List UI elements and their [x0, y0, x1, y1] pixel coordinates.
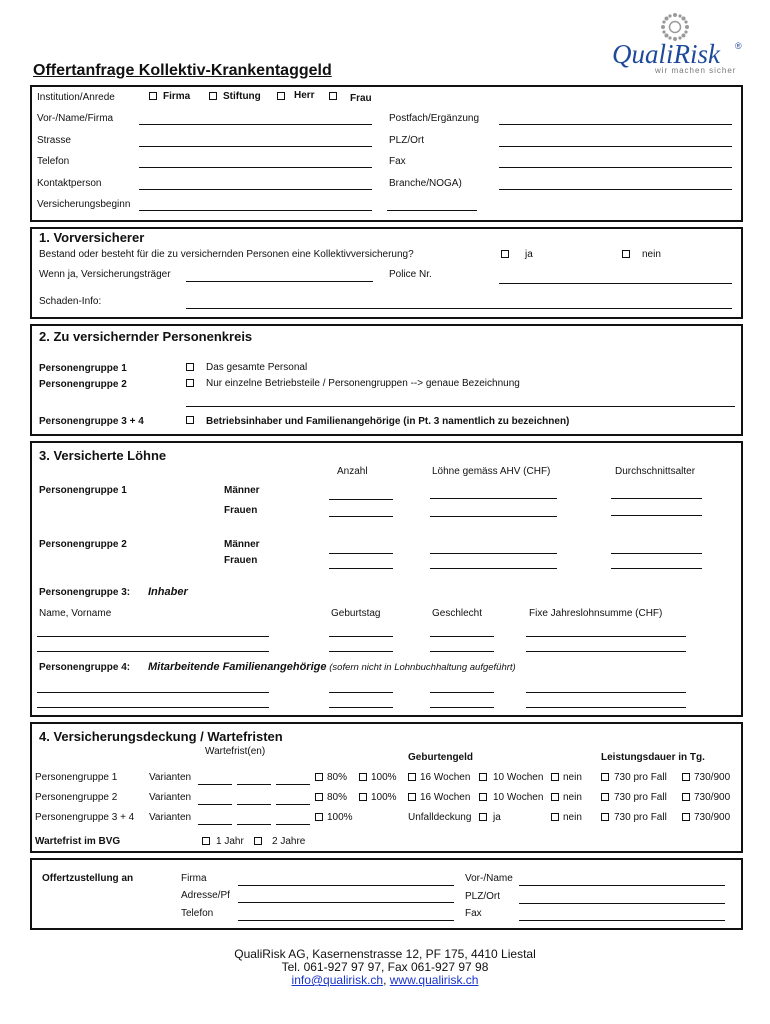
pg3-geburtstag-field-2[interactable]: [329, 651, 393, 652]
police-label: Police Nr.: [389, 269, 432, 280]
firma-checkbox[interactable]: [149, 92, 157, 100]
s3-pg1-frauen: Frauen: [224, 505, 258, 516]
col-wartefrist: Wartefrist(en): [205, 746, 266, 757]
bvg-label: Wartefrist im BVG: [35, 836, 121, 847]
row1-80-checkbox[interactable]: [315, 773, 323, 781]
pg3-lohnsumme-field[interactable]: [526, 636, 686, 637]
col-loehne: Löhne gemäss AHV (CHF): [432, 466, 551, 477]
row1-wartefrist-2[interactable]: [237, 784, 271, 785]
stiftung-label: Stiftung: [223, 91, 261, 102]
col-leistung: Leistungsdauer in Tg.: [601, 752, 705, 763]
row2-nein-label: nein: [563, 792, 582, 803]
col-alter: Durchschnittsalter: [615, 466, 696, 477]
pg2-frauen-anzahl[interactable]: [329, 568, 393, 569]
row1-16w-checkbox[interactable]: [408, 773, 416, 781]
s3-pg3-label: Personengruppe 3:: [39, 587, 131, 598]
pg3-geburtstag-field[interactable]: [329, 636, 393, 637]
pg2-maenner-anzahl[interactable]: [329, 553, 393, 554]
row2-730900-label: 730/900: [694, 792, 731, 803]
row1-100-checkbox[interactable]: [359, 773, 367, 781]
pg3-name-field-2[interactable]: [37, 651, 269, 652]
row2-wartefrist-1[interactable]: [198, 804, 232, 805]
delivery-fax-field[interactable]: [519, 920, 725, 921]
logo-registered: ®: [735, 41, 742, 51]
s2-pg2-description-field[interactable]: [186, 406, 735, 407]
col-geschlecht: Geschlecht: [432, 608, 483, 619]
beginn-label: Versicherungsbeginn: [37, 199, 131, 210]
delivery-label: Offertzustellung an: [42, 873, 134, 884]
pg4-lohnsumme-field-2[interactable]: [526, 707, 686, 708]
delivery-plz-label: PLZ/Ort: [465, 891, 501, 902]
logo-slogan: wir machen sicher: [655, 66, 737, 75]
s3-pg2-frauen: Frauen: [224, 555, 258, 566]
row3-730-label: 730 pro Fall: [614, 812, 667, 823]
delivery-name-label: Vor-/Name: [465, 873, 513, 884]
page-title: Offertanfrage Kollektiv-Krankentaggeld: [33, 62, 332, 79]
police-field[interactable]: [499, 283, 732, 284]
section-2-title: 2. Zu versichernder Personenkreis: [39, 329, 253, 344]
row1-10w-label: 10 Wochen: [493, 772, 544, 783]
pg4-name-field-2[interactable]: [37, 707, 269, 708]
row1-730-checkbox[interactable]: [601, 773, 609, 781]
row3-wartefrist-2[interactable]: [237, 824, 271, 825]
s4-row-3-varianten: Varianten: [149, 812, 192, 823]
row1-10w-checkbox[interactable]: [479, 773, 487, 781]
pg1-maenner-alter[interactable]: [611, 498, 702, 499]
name-label: Vor-/Name/Firma: [37, 113, 114, 124]
fax-field[interactable]: [499, 167, 732, 168]
row2-10w-label: 10 Wochen: [493, 792, 544, 803]
contact-box: [30, 85, 743, 222]
telefon-field[interactable]: [139, 167, 372, 168]
row1-nein-checkbox[interactable]: [551, 773, 559, 781]
branche-field[interactable]: [499, 189, 732, 190]
row2-100-label: 100%: [371, 792, 397, 803]
vorversicherung-question: Bestand oder besteht für die zu versichernden Personen eine Kollektivversicherung?: [39, 249, 414, 260]
bvg-1-checkbox[interactable]: [202, 837, 210, 845]
row2-730-label: 730 pro Fall: [614, 792, 667, 803]
institution-label: Institution/Anrede: [37, 92, 115, 103]
row3-730900-label: 730/900: [694, 812, 731, 823]
firma-label: Firma: [163, 91, 191, 102]
footer-web-link[interactable]: www.qualirisk.ch: [389, 973, 479, 987]
footer-separator: ,: [383, 973, 390, 987]
row2-80-checkbox[interactable]: [315, 793, 323, 801]
row2-730-checkbox[interactable]: [601, 793, 609, 801]
kontakt-field[interactable]: [139, 189, 372, 190]
section-4-title: 4. Versicherungsdeckung / Wartefristen: [39, 729, 283, 744]
s4-row-1-varianten: Varianten: [149, 772, 192, 783]
pg3-lohnsumme-field-2[interactable]: [526, 651, 686, 652]
plz-label: PLZ/Ort: [389, 135, 425, 146]
s3-pg2-label: Personengruppe 2: [39, 539, 127, 550]
row3-unfall-label: Unfalldeckung: [408, 812, 472, 823]
name-field[interactable]: [139, 124, 372, 125]
s3-pg1-label: Personengruppe 1: [39, 485, 127, 496]
s2-pg1-label: Personengruppe 1: [39, 363, 127, 374]
row1-730900-label: 730/900: [694, 772, 731, 783]
beginn-field-2[interactable]: [387, 210, 477, 211]
col-anzahl: Anzahl: [337, 466, 368, 477]
row1-nein-label: nein: [563, 772, 582, 783]
s2-pg1-checkbox[interactable]: [186, 363, 194, 371]
ja-label: ja: [525, 249, 533, 260]
pg4-lohnsumme-field[interactable]: [526, 692, 686, 693]
kontakt-label: Kontaktperson: [37, 178, 102, 189]
row2-100-checkbox[interactable]: [359, 793, 367, 801]
row3-unfall-ja-checkbox[interactable]: [479, 813, 487, 821]
s3-pg4-title: Mitarbeitende Familienangehörige: [148, 661, 327, 673]
row3-wartefrist-1[interactable]: [198, 824, 232, 825]
footer: [0, 948, 770, 987]
s2-pg34-option: Betriebsinhaber und Familienangehörige (in Pt. 3 namentlich zu bezeichnen): [206, 416, 570, 427]
footer-phone: Tel. 061-927 97 97, Fax 061-927 97 98: [281, 960, 489, 974]
row2-730900-checkbox[interactable]: [682, 793, 690, 801]
delivery-telefon-field[interactable]: [238, 920, 454, 921]
logo-risk: Risk: [673, 39, 721, 69]
s2-pg2-label: Personengruppe 2: [39, 379, 127, 390]
pg2-maenner-loehne[interactable]: [430, 553, 557, 554]
delivery-fax-label: Fax: [465, 908, 482, 919]
delivery-name-field[interactable]: [519, 885, 725, 886]
logo: [612, 12, 747, 78]
traeger-field[interactable]: [186, 281, 373, 282]
row3-730900-checkbox[interactable]: [682, 813, 690, 821]
s3-pg1-maenner: Männer: [224, 485, 260, 496]
footer-email-link[interactable]: info@qualirisk.ch: [291, 973, 384, 987]
footer-address: QualiRisk AG, Kasernenstrasse 12, PF 175, 4410 Liestal: [234, 947, 536, 961]
row1-100-label: 100%: [371, 772, 397, 783]
postfach-label: Postfach/Ergänzung: [389, 113, 480, 124]
bvg-2-checkbox[interactable]: [254, 837, 262, 845]
section-1-title: 1. Vorversicherer: [39, 230, 145, 245]
s2-pg34-checkbox[interactable]: [186, 416, 194, 424]
pg1-frauen-anzahl[interactable]: [329, 516, 393, 517]
s2-pg1-option: Das gesamte Personal: [206, 362, 308, 373]
s2-pg2-option: Nur einzelne Betriebsteile / Personengruppen --> genaue Bezeichnung: [206, 378, 520, 389]
row3-unfall-ja-label: ja: [493, 812, 501, 823]
telefon-label: Telefon: [37, 156, 70, 167]
row1-730900-checkbox[interactable]: [682, 773, 690, 781]
row3-730-checkbox[interactable]: [601, 813, 609, 821]
vorversicherung-ja-checkbox[interactable]: [501, 250, 509, 258]
fax-label: Fax: [389, 156, 406, 167]
row2-10w-checkbox[interactable]: [479, 793, 487, 801]
pg4-geschlecht-field-2[interactable]: [430, 707, 494, 708]
plz-field[interactable]: [499, 146, 732, 147]
row2-nein-checkbox[interactable]: [551, 793, 559, 801]
s3-inhaber: Inhaber: [148, 586, 188, 598]
herr-checkbox[interactable]: [277, 92, 285, 100]
row1-wartefrist-3[interactable]: [276, 784, 310, 785]
row3-100-checkbox[interactable]: [315, 813, 323, 821]
row3-100-label: 100%: [327, 812, 353, 823]
traeger-label: Wenn ja, Versicherungsträger: [39, 269, 171, 280]
logo-quali: Quali: [612, 39, 674, 69]
row1-730-label: 730 pro Fall: [614, 772, 667, 783]
delivery-plz-field[interactable]: [519, 903, 725, 904]
pg1-frauen-alter[interactable]: [611, 515, 702, 516]
strasse-label: Strasse: [37, 135, 71, 146]
row2-wartefrist-3[interactable]: [276, 804, 310, 805]
bvg-2-label: 2 Jahre: [272, 836, 306, 847]
row3-unfall-nein-checkbox[interactable]: [551, 813, 559, 821]
nein-label: nein: [642, 249, 661, 260]
pg2-frauen-alter[interactable]: [611, 568, 702, 569]
vorversicherung-nein-checkbox[interactable]: [622, 250, 630, 258]
pg1-frauen-loehne[interactable]: [430, 516, 557, 517]
strasse-field[interactable]: [139, 146, 372, 147]
beginn-field[interactable]: [139, 210, 372, 211]
pg4-geschlecht-field[interactable]: [430, 692, 494, 693]
row2-wartefrist-2[interactable]: [237, 804, 271, 805]
pg4-geburtstag-field-2[interactable]: [329, 707, 393, 708]
pg3-geschlecht-field[interactable]: [430, 636, 494, 637]
s4-row-1-label: Personengruppe 1: [35, 772, 118, 783]
pg3-geschlecht-field-2[interactable]: [430, 651, 494, 652]
footer-links: [0, 974, 770, 987]
pg4-name-field[interactable]: [37, 692, 269, 693]
row2-16w-label: 16 Wochen: [420, 792, 471, 803]
row2-80-label: 80%: [327, 792, 348, 803]
sun-icon: [660, 12, 690, 42]
row1-16w-label: 16 Wochen: [420, 772, 471, 783]
frau-checkbox[interactable]: [329, 92, 337, 100]
row1-80-label: 80%: [327, 772, 348, 783]
postfach-field[interactable]: [499, 124, 732, 125]
pg1-maenner-anzahl[interactable]: [329, 499, 393, 500]
branche-label: Branche/NOGA): [389, 178, 462, 189]
herr-label: Herr: [294, 90, 315, 101]
col-geburtengeld: Geburtengeld: [408, 752, 474, 763]
schaden-field[interactable]: [186, 308, 732, 309]
pg1-maenner-loehne[interactable]: [430, 498, 557, 499]
schaden-label: Schaden-Info:: [39, 296, 102, 307]
s4-row-3-label: Personengruppe 3 + 4: [35, 812, 135, 823]
s3-pg4-label: Personengruppe 4:: [39, 662, 131, 673]
s3-pg4-heading: [148, 661, 516, 674]
section-3-box: [30, 441, 743, 717]
delivery-adresse-label: Adresse/Pf: [181, 890, 230, 901]
delivery-telefon-label: Telefon: [181, 908, 214, 919]
s2-pg34-label: Personengruppe 3 + 4: [39, 416, 144, 427]
s4-row-2-label: Personengruppe 2: [35, 792, 118, 803]
col-name: Name, Vorname: [39, 608, 112, 619]
row1-wartefrist-1[interactable]: [198, 784, 232, 785]
delivery-firma-label: Firma: [181, 873, 207, 884]
pg3-name-field[interactable]: [37, 636, 269, 637]
s4-row-2-varianten: Varianten: [149, 792, 192, 803]
frau-label: Frau: [350, 93, 372, 104]
delivery-adresse-field[interactable]: [238, 902, 454, 903]
row2-16w-checkbox[interactable]: [408, 793, 416, 801]
section-3-title: 3. Versicherte Löhne: [39, 448, 167, 463]
row3-wartefrist-3[interactable]: [276, 824, 310, 825]
col-lohnsumme: Fixe Jahreslohnsumme (CHF): [529, 608, 663, 619]
stiftung-checkbox[interactable]: [209, 92, 217, 100]
bvg-1-label: 1 Jahr: [216, 836, 244, 847]
pg4-geburtstag-field[interactable]: [329, 692, 393, 693]
pg2-frauen-loehne[interactable]: [430, 568, 557, 569]
col-geburtstag: Geburtstag: [331, 608, 381, 619]
pg2-maenner-alter[interactable]: [611, 553, 702, 554]
row3-unfall-nein-label: nein: [563, 812, 582, 823]
s3-pg4-note: (sofern nicht in Lohnbuchhaltung aufgeführt): [329, 662, 516, 673]
delivery-firma-field[interactable]: [238, 885, 454, 886]
s2-pg2-checkbox[interactable]: [186, 379, 194, 387]
s3-pg2-maenner: Männer: [224, 539, 260, 550]
